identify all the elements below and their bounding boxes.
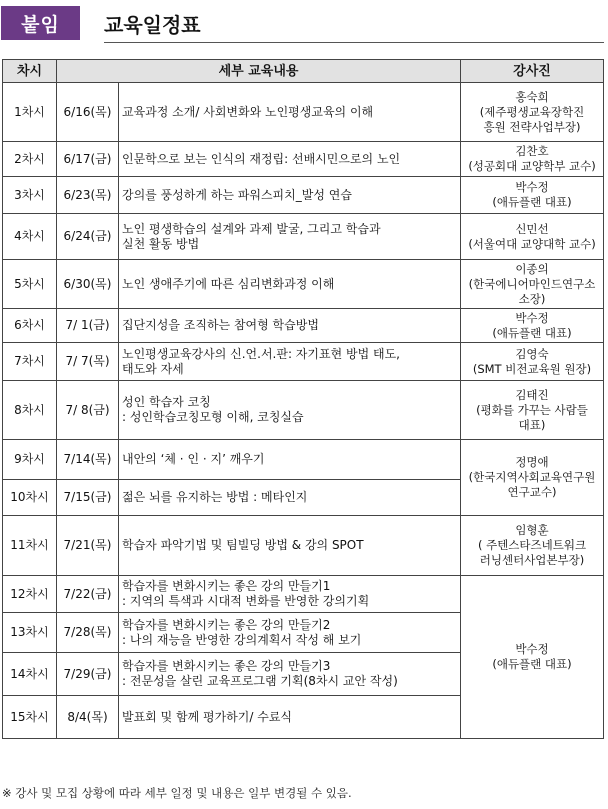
- instructor-line: 흥원 전략사업부장): [483, 119, 581, 134]
- date-cell: 7/22(금): [57, 576, 119, 613]
- instructor-line: 박수정: [515, 310, 549, 325]
- header-instructor: 강사진: [461, 60, 604, 83]
- content-cell: [119, 83, 461, 142]
- content-line: 교육과정 소개/ 사회변화와 노인평생교육의 이해: [122, 104, 374, 119]
- session-cell: 15차시: [3, 696, 57, 739]
- schedule-body: [3, 83, 604, 739]
- date-cell: 6/16(목): [57, 83, 119, 142]
- content-cell: [119, 343, 461, 381]
- table-row: [3, 83, 604, 142]
- date-cell: 7/14(목): [57, 440, 119, 480]
- instructor-line: 박수정: [515, 642, 549, 656]
- content-line: 노인 평생학습의 설계와 과제 발굴, 그리고 학습과: [122, 221, 381, 236]
- instructor-line: (애듀플랜 대표): [492, 195, 572, 209]
- session-cell: 7차시: [3, 343, 57, 381]
- footnote: ※ 강사 및 모집 상황에 따라 세부 일정 및 내용은 일부 변경될 수 있음.: [2, 786, 352, 800]
- date-cell: 8/4(목): [57, 696, 119, 739]
- date-cell: 7/ 7(목): [57, 343, 119, 381]
- content-line: 집단지성을 조직하는 참여형 학습방법: [122, 318, 319, 332]
- date-cell: 6/30(목): [57, 260, 119, 309]
- instructor-line: (평화를 가꾸는 사람들: [476, 402, 588, 417]
- content-cell: [119, 440, 461, 480]
- session-cell: 11차시: [3, 516, 57, 576]
- table-header-row: [3, 60, 604, 83]
- content-cell: [119, 576, 461, 613]
- instructor-line: (한국에니어마인드연구소: [468, 276, 596, 291]
- content-line: 학습자를 변화시키는 좋은 강의 만들기3: [122, 659, 331, 673]
- session-cell: 10차시: [3, 480, 57, 516]
- attachment-badge: 붙임: [1, 6, 80, 40]
- instructor-cell: [461, 516, 604, 576]
- instructor-cell: [461, 381, 604, 440]
- instructor-cell: [461, 260, 604, 309]
- table-row: [3, 260, 604, 309]
- date-cell: 7/ 8(금): [57, 381, 119, 440]
- instructor-line: 신민선: [515, 221, 549, 236]
- content-cell: [119, 613, 461, 653]
- content-line: : 성인학습코칭모형 이해, 코칭실습: [122, 410, 304, 424]
- content-cell: [119, 260, 461, 309]
- instructor-line: (제주평생교육장학진: [479, 104, 585, 119]
- session-cell: 6차시: [3, 309, 57, 343]
- instructor-line: (애듀플랜 대표): [492, 325, 572, 340]
- content-line: 젊은 뇌를 유지하는 방법 : 메타인지: [122, 490, 308, 504]
- date-cell: 6/17(금): [57, 142, 119, 177]
- content-cell: [119, 480, 461, 516]
- content-line: 학습자 파악기법 및 팀빌딩 방법 & 강의 SPOT: [122, 538, 364, 552]
- instructor-line: (SMT 비전교육원 원장): [472, 361, 592, 376]
- date-cell: 6/23(목): [57, 177, 119, 214]
- session-cell: 13차시: [3, 613, 57, 653]
- instructor-cell: [461, 83, 604, 142]
- table-row: [3, 214, 604, 260]
- content-line: 내안의 ‘체 · 인 · 지’ 깨우기: [122, 452, 265, 466]
- instructor-cell: [461, 576, 604, 739]
- instructor-line: 소장): [518, 291, 546, 306]
- content-line: : 전문성을 살린 교육프로그램 기획(8차시 교안 작성): [122, 674, 398, 688]
- date-cell: 7/15(금): [57, 480, 119, 516]
- content-cell: [119, 516, 461, 576]
- content-line: 성인 학습자 코칭: [122, 395, 211, 409]
- table-row: [3, 440, 604, 480]
- date-cell: 7/29(금): [57, 653, 119, 696]
- table-row: [3, 177, 604, 214]
- content-cell: [119, 381, 461, 440]
- content-line: 강의를 풍성하게 하는 파워스피치_발성 연습: [122, 187, 352, 202]
- content-line: : 나의 재능을 반영한 강의계획서 작성 해 보기: [122, 632, 362, 647]
- instructor-line: 연구교수): [507, 485, 557, 499]
- header-session: 차시: [3, 60, 57, 83]
- content-line: 인문학으로 보는 인식의 재정립: 선배시민으로의 노인: [122, 151, 401, 166]
- instructor-line: 박수정: [515, 180, 549, 194]
- instructor-cell: [461, 214, 604, 260]
- table-row: [3, 381, 604, 440]
- date-cell: 7/ 1(금): [57, 309, 119, 343]
- session-cell: 14차시: [3, 653, 57, 696]
- content-cell: [119, 214, 461, 260]
- content-line: : 지역의 특색과 시대적 변화를 반영한 강의기획: [122, 594, 370, 608]
- table-row: [3, 516, 604, 576]
- instructor-line: 이종의: [515, 261, 549, 276]
- instructor-line: 대표): [518, 417, 546, 432]
- session-cell: 2차시: [3, 142, 57, 177]
- instructor-line: (서울여대 교양대학 교수): [468, 236, 596, 251]
- instructor-line: (한국지역사회교육연구원: [468, 470, 596, 484]
- instructor-cell: [461, 440, 604, 516]
- content-cell: [119, 142, 461, 177]
- instructor-cell: [461, 177, 604, 214]
- content-line: 실천 활동 방법: [122, 236, 200, 251]
- instructor-cell: [461, 309, 604, 343]
- page-title: 교육일정표: [104, 13, 201, 37]
- session-cell: 8차시: [3, 381, 57, 440]
- table-row: [3, 343, 604, 381]
- session-cell: 9차시: [3, 440, 57, 480]
- content-cell: [119, 309, 461, 343]
- title-underline: [104, 42, 604, 43]
- schedule-table: [2, 59, 604, 739]
- instructor-line: (애듀플랜 대표): [492, 657, 572, 671]
- date-cell: 6/24(금): [57, 214, 119, 260]
- session-cell: 3차시: [3, 177, 57, 214]
- instructor-line: 김영숙: [515, 346, 549, 361]
- instructor-cell: [461, 343, 604, 381]
- instructor-line: 정명애: [515, 455, 549, 469]
- content-line: 발표회 및 함께 평가하기/ 수료식: [122, 709, 292, 724]
- session-cell: 4차시: [3, 214, 57, 260]
- session-cell: 12차시: [3, 576, 57, 613]
- content-line: 학습자를 변화시키는 좋은 강의 만들기1: [122, 579, 331, 593]
- table-row: [3, 576, 604, 613]
- instructor-cell: [461, 142, 604, 177]
- date-cell: 7/21(목): [57, 516, 119, 576]
- instructor-line: (성공회대 교양학부 교수): [468, 159, 596, 173]
- header-content: 세부 교육내용: [57, 60, 461, 83]
- table-row: [3, 309, 604, 343]
- content-cell: [119, 696, 461, 739]
- table-row: [3, 142, 604, 177]
- session-cell: 5차시: [3, 260, 57, 309]
- content-line: 노인 생애주기에 따른 심리변화과정 이해: [122, 276, 335, 291]
- instructor-line: 임형훈: [515, 523, 549, 537]
- instructor-line: 김찬호: [515, 144, 549, 158]
- date-cell: 7/28(목): [57, 613, 119, 653]
- instructor-line: 러닝센터사업본부장): [479, 553, 585, 567]
- instructor-line: ( 주텐스타즈네트워크: [477, 538, 587, 552]
- instructor-line: 홍숙희: [515, 89, 549, 104]
- content-cell: [119, 653, 461, 696]
- session-cell: 1차시: [3, 83, 57, 142]
- content-cell: [119, 177, 461, 214]
- content-line: 학습자를 변화시키는 좋은 강의 만들기2: [122, 617, 331, 632]
- instructor-line: 김태진: [515, 387, 549, 402]
- content-line: 노인평생교육강사의 신.언.서.판: 자기표현 방법 태도,: [122, 346, 400, 361]
- content-line: 태도와 자세: [122, 361, 184, 376]
